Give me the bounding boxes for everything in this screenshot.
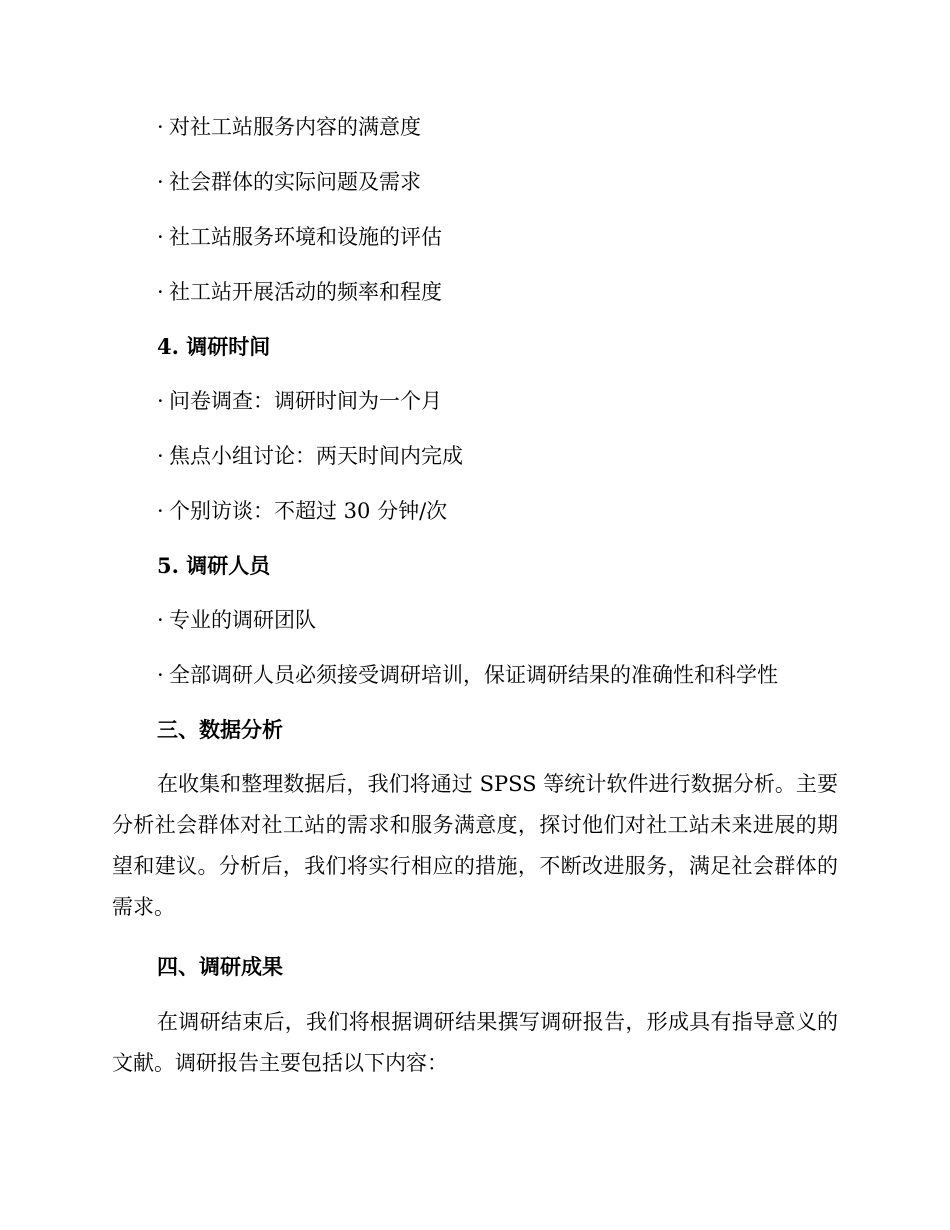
list-item-text: 焦点小组讨论：两天时间内完成 — [169, 444, 463, 468]
list-item-text: 专业的调研团队 — [169, 608, 316, 632]
bullet-mark: · — [157, 170, 164, 194]
list-item — [157, 661, 778, 689]
bullet-mark: · — [157, 499, 164, 523]
section-heading-survey-time: 4. 调研时间 — [157, 334, 271, 359]
bullet-mark: · — [157, 608, 164, 632]
bullet-mark: · — [157, 444, 164, 468]
list-item-text: 问卷调查：调研时间为一个月 — [169, 389, 442, 413]
list-item — [157, 387, 442, 415]
bullet-mark: · — [157, 115, 164, 139]
list-item-text: 个别访谈：不超过 30 分钟/次 — [169, 499, 448, 523]
bullet-mark: · — [157, 663, 164, 687]
list-item — [157, 168, 421, 196]
list-item-text: 全部调研人员必须接受调研培训，保证调研结果的准确性和科学性 — [169, 663, 778, 687]
paragraph-data-analysis: 在收集和整理数据后，我们将通过 SPSS 等统计软件进行数据分析。主要分析社会群体对社工站的需求和服务满意度，探讨他们对社工站未来进展的期望和建议。分析后，我们将实行相应的措施，不断改进服务，满足社会群体的需求。 — [112, 772, 838, 919]
section-heading-survey-staff: 5. 调研人员 — [157, 553, 271, 578]
list-item — [157, 113, 421, 141]
list-item — [157, 606, 316, 634]
list-item — [157, 278, 442, 306]
list-item-text: 社会群体的实际问题及需求 — [169, 170, 421, 194]
bullet-mark: · — [157, 280, 164, 304]
paragraph-survey-results: 在调研结束后，我们将根据调研结果撰写调研报告，形成具有指导意义的文献。调研报告主要包括以下内容： — [112, 1010, 838, 1075]
list-item-text: 社工站开展活动的频率和程度 — [169, 280, 442, 304]
bullet-mark: · — [157, 389, 164, 413]
list-item-text: 社工站服务环境和设施的评估 — [169, 225, 442, 249]
list-item-text: 对社工站服务内容的满意度 — [169, 115, 421, 139]
list-item — [157, 223, 442, 251]
section-heading-data-analysis: 三、数据分析 — [157, 717, 283, 742]
section-heading-survey-results: 四、调研成果 — [157, 954, 283, 979]
list-item — [157, 442, 463, 470]
list-item — [157, 497, 447, 525]
bullet-mark: · — [157, 225, 164, 249]
